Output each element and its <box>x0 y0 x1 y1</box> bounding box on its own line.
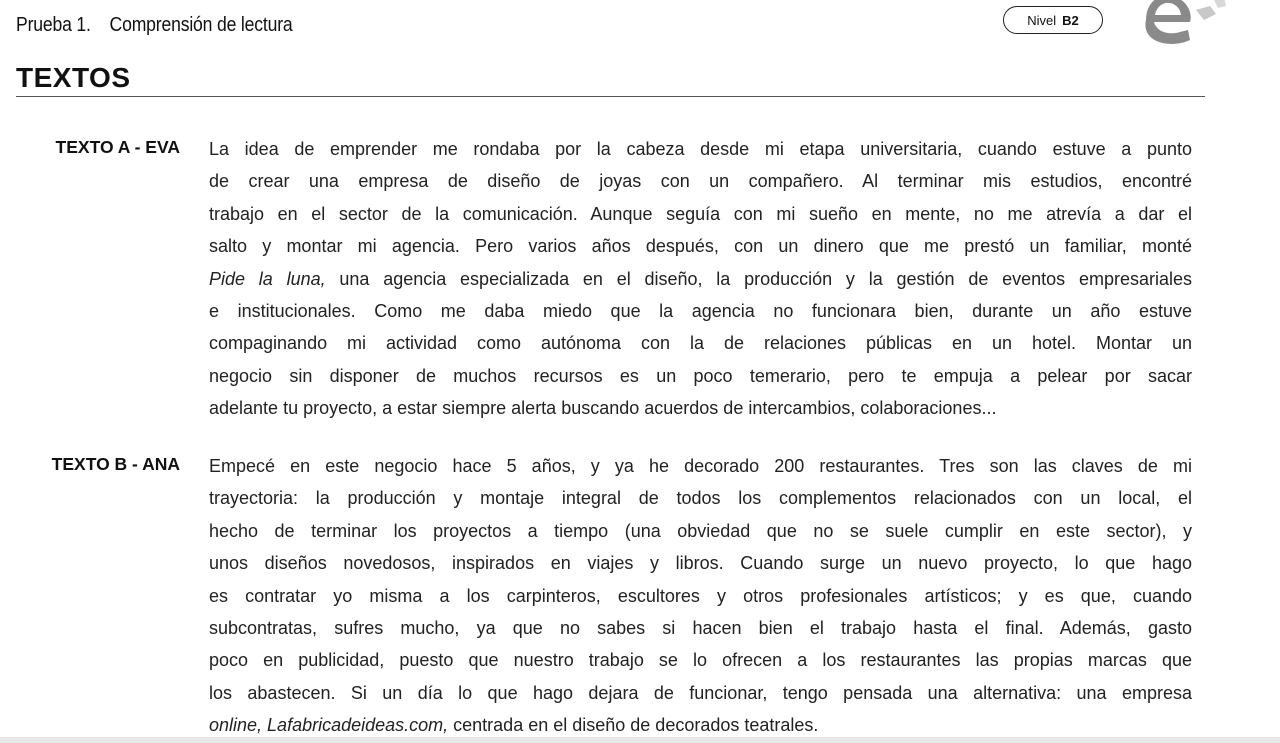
section-title: TEXTOS <box>16 62 131 93</box>
paragraph-line <box>209 133 1192 165</box>
text-run: salto y montar mi agencia. Pero varios años después, con un dinero que me prestó un familiar, monté <box>209 236 1192 257</box>
paragraph-line <box>209 165 1192 197</box>
paragraph-line <box>209 450 1192 482</box>
text-run: trayectoria: la producción y montaje integral de todos los complementos relacionados con un local, el <box>209 488 1192 509</box>
paragraph-line <box>209 644 1192 676</box>
paragraph-line <box>209 263 1192 295</box>
test-label: Prueba 1. <box>16 14 91 36</box>
text-run: hecho de terminar los proyectos a tiempo (una obviedad que no se suele cumplir en este sector), y <box>209 520 1192 541</box>
paragraph-line <box>209 230 1192 262</box>
text-label-a: TEXTO A - EVA <box>55 137 180 157</box>
dele-logo-icon <box>1118 0 1238 45</box>
paragraph-line <box>209 295 1192 327</box>
text-run: unos diseños novedosos, inspirados en viajes y libros. Cuando surge un nuevo proyecto, lo que hago <box>209 553 1192 574</box>
text-run: compaginando mi actividad como autónoma con la de relaciones públicas en un hotel. Montar un <box>209 333 1192 354</box>
text-run: adelante tu proyecto, a estar siempre alerta buscando acuerdos de intercambios, colaboraciones... <box>209 398 997 419</box>
paragraph-line <box>209 392 1192 424</box>
level-badge <box>1003 6 1103 34</box>
level-value: B2 <box>1062 12 1079 28</box>
text-run: Empecé en este negocio hace 5 años, y ya he decorado 200 restaurantes. Tres son las claves de mi <box>209 456 1192 476</box>
paragraph-line <box>209 580 1192 612</box>
text-run: e institucionales. Como me daba miedo que la agencia no funcionara bien, durante un año estuve <box>209 300 1192 321</box>
text-run: poco en publicidad, puesto que nuestro trabajo se lo ofrecen a los restaurantes las propias marcas que <box>209 650 1192 671</box>
text-run: subcontratas, sufres mucho, ya que no sabes si hacen bien el trabajo hasta el final. Además, gasto <box>209 617 1192 638</box>
paragraph-line <box>209 677 1192 709</box>
page-header <box>16 14 293 37</box>
level-prefix: Nivel <box>1027 12 1057 28</box>
text-run: los abastecen. Si un día lo que hago dejara de funcionar, tengo pensada una alternativa: una empresa <box>209 682 1192 703</box>
text-run: centrada en el diseño de decorados teatrales. <box>448 715 819 736</box>
text-paragraph-b <box>209 450 1192 742</box>
text-run: es contratar yo misma a los carpinteros, escultores y otros profesionales artísticos; y es que, cuando <box>209 585 1192 606</box>
page-bottom-edge <box>0 737 1280 743</box>
paragraph-line <box>209 327 1192 359</box>
text-run: Pide la luna, <box>209 268 326 289</box>
paragraph-line <box>209 515 1192 547</box>
text-run: La idea de emprender me rondaba por la cabeza desde mi etapa universitaria, cuando estuve a punto <box>209 139 1192 159</box>
text-run: de crear una empresa de diseño de joyas con un compañero. Al terminar mis estudios, encontré <box>209 171 1192 192</box>
text-paragraph-a <box>209 133 1192 425</box>
paragraph-line <box>209 547 1192 579</box>
paragraph-line <box>209 198 1192 230</box>
paragraph-line <box>209 612 1192 644</box>
section-divider <box>16 96 1205 97</box>
text-run: negocio sin disponer de muchos recursos es un poco temerario, pero te empuja a pelear por sacar <box>209 365 1192 386</box>
text-run: online, Lafabricadeideas.com, <box>209 715 449 736</box>
text-run: una agencia especializada en el diseño, la producción y la gestión de eventos empresariales <box>325 268 1192 289</box>
paragraph-line <box>209 360 1192 392</box>
text-run: trabajo en el sector de la comunicación. Aunque seguía con mi sueño en mente, no me atrevía a dar el <box>209 203 1192 224</box>
text-label-b: TEXTO B - ANA <box>51 454 180 474</box>
paragraph-line <box>209 482 1192 514</box>
test-title: Comprensión de lectura <box>109 14 293 36</box>
